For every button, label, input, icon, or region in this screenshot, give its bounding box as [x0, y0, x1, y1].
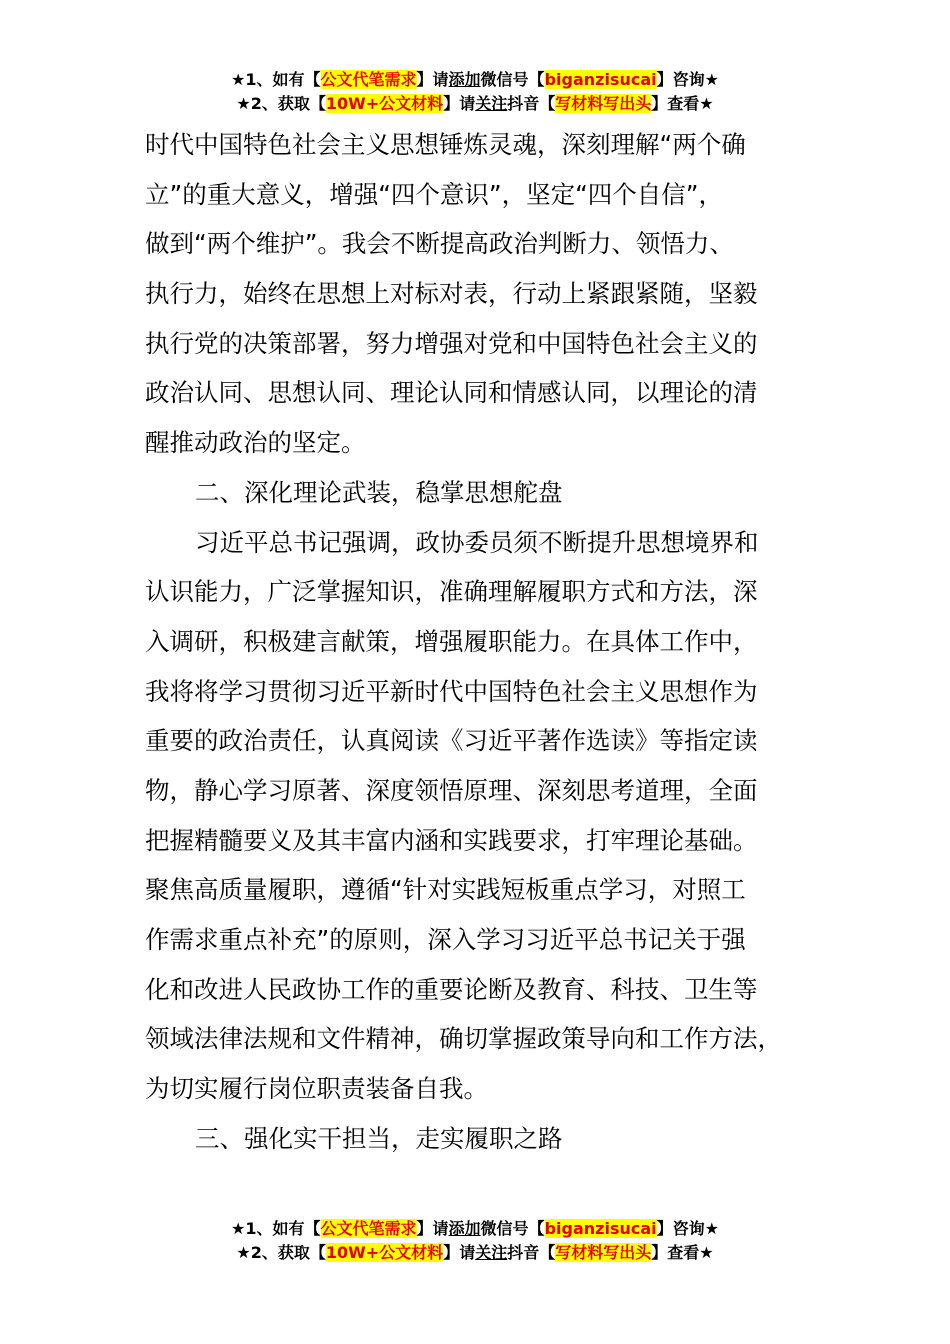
text-line: 习近平总书记强调，政协委员须不断提升思想境界和	[195, 527, 759, 557]
highlight-materials: 10W+公文材料	[325, 1243, 444, 1262]
text-line: 作需求重点补充”的原则，深入学习习近平总书记关于强	[145, 925, 746, 954]
banner-text: 抖音【	[507, 1243, 556, 1262]
section-heading: 二、深化理论武装，稳掌思想舵盘	[195, 477, 563, 507]
highlight-douyin: 写材料写出头	[555, 1243, 652, 1262]
text-line: 做到“两个维护”。我会不断提高政治判断力、领悟力、	[145, 229, 734, 259]
banner-text: 】查看★	[651, 1243, 714, 1262]
text-line: 物，静心学习原著、深度领悟原理、深刻思考道理，全面	[145, 775, 758, 805]
banner-line-1	[0, 1217, 950, 1241]
header-banner	[0, 68, 950, 116]
text-line: 领域法律法规和文件精神，确切掌握政策导向和工作方法，	[145, 1024, 782, 1054]
highlight-douyin: 写材料写出头	[555, 94, 652, 113]
banner-text: 】请	[443, 1243, 476, 1262]
banner-line-2	[0, 92, 950, 116]
highlight-ghostwriting: 公文代笔需求	[320, 70, 417, 89]
banner-text: ★2、获取【	[236, 94, 326, 113]
banner-line-2	[0, 1241, 950, 1265]
text-line: 醒推动政治的坚定。	[145, 428, 366, 458]
text-line: 把握精髓要义及其丰富内涵和实践要求，打牢理论基础。	[145, 825, 758, 855]
banner-text: ★2、获取【	[236, 1243, 326, 1262]
banner-text: 】请	[416, 1219, 449, 1238]
section-heading: 三、强化实干担当，走实履职之路	[195, 1123, 563, 1153]
banner-text: ★1、如有【	[231, 1219, 321, 1238]
banner-text: 微信号【	[480, 1219, 545, 1238]
banner-text: 】咨询★	[656, 1219, 719, 1238]
text-line: 入调研，积极建言献策，增强履职能力。在具体工作中，	[145, 626, 758, 656]
highlight-wechat-id: biganzisucai	[544, 70, 657, 89]
banner-text: 添加	[448, 70, 481, 89]
banner-text: 】查看★	[651, 94, 714, 113]
text-line: 聚焦高质量履职，遵循“针对实践短板重点学习，对照工	[145, 875, 746, 905]
highlight-wechat-id: biganzisucai	[544, 1219, 657, 1238]
text-line: 执行力，始终在思想上对标对表，行动上紧跟紧随，坚毅	[145, 279, 758, 309]
text-line: 政治认同、思想认同、理论认同和情感认同，以理论的清	[145, 378, 758, 408]
text-line: 时代中国特色社会主义思想锤炼灵魂，深刻理解“两个确	[145, 130, 746, 159]
text-line: 立”的重大意义，增强“四个意识”，坚定“四个自信”，	[145, 179, 723, 209]
banner-line-1	[0, 68, 950, 92]
highlight-ghostwriting: 公文代笔需求	[320, 1219, 417, 1238]
banner-text: 添加	[448, 1219, 481, 1238]
text-line: 重要的政治责任，认真阅读《习近平著作选读》等指定读	[145, 726, 758, 756]
banner-text: 】咨询★	[656, 70, 719, 89]
banner-text: ★1、如有【	[231, 70, 321, 89]
banner-text: 抖音【	[507, 94, 556, 113]
text-line: 执行党的决策部署，努力增强对党和中国特色社会主义的	[145, 328, 758, 358]
highlight-materials: 10W+公文材料	[325, 94, 444, 113]
banner-text: 关注	[475, 94, 508, 113]
banner-text: 微信号【	[480, 70, 545, 89]
banner-text: 】请	[416, 70, 449, 89]
document-body	[145, 120, 810, 1163]
banner-text: 】请	[443, 94, 476, 113]
text-line: 化和改进人民政协工作的重要论断及教育、科技、卫生等	[145, 974, 758, 1004]
text-line: 认识能力，广泛掌握知识，准确理解履职方式和方法，深	[145, 577, 758, 607]
footer-banner	[0, 1217, 950, 1265]
banner-text: 关注	[475, 1243, 508, 1262]
text-line: 为切实履行岗位职责装备自我。	[145, 1074, 488, 1104]
text-line: 我将将学习贯彻习近平新时代中国特色社会主义思想作为	[145, 676, 758, 706]
